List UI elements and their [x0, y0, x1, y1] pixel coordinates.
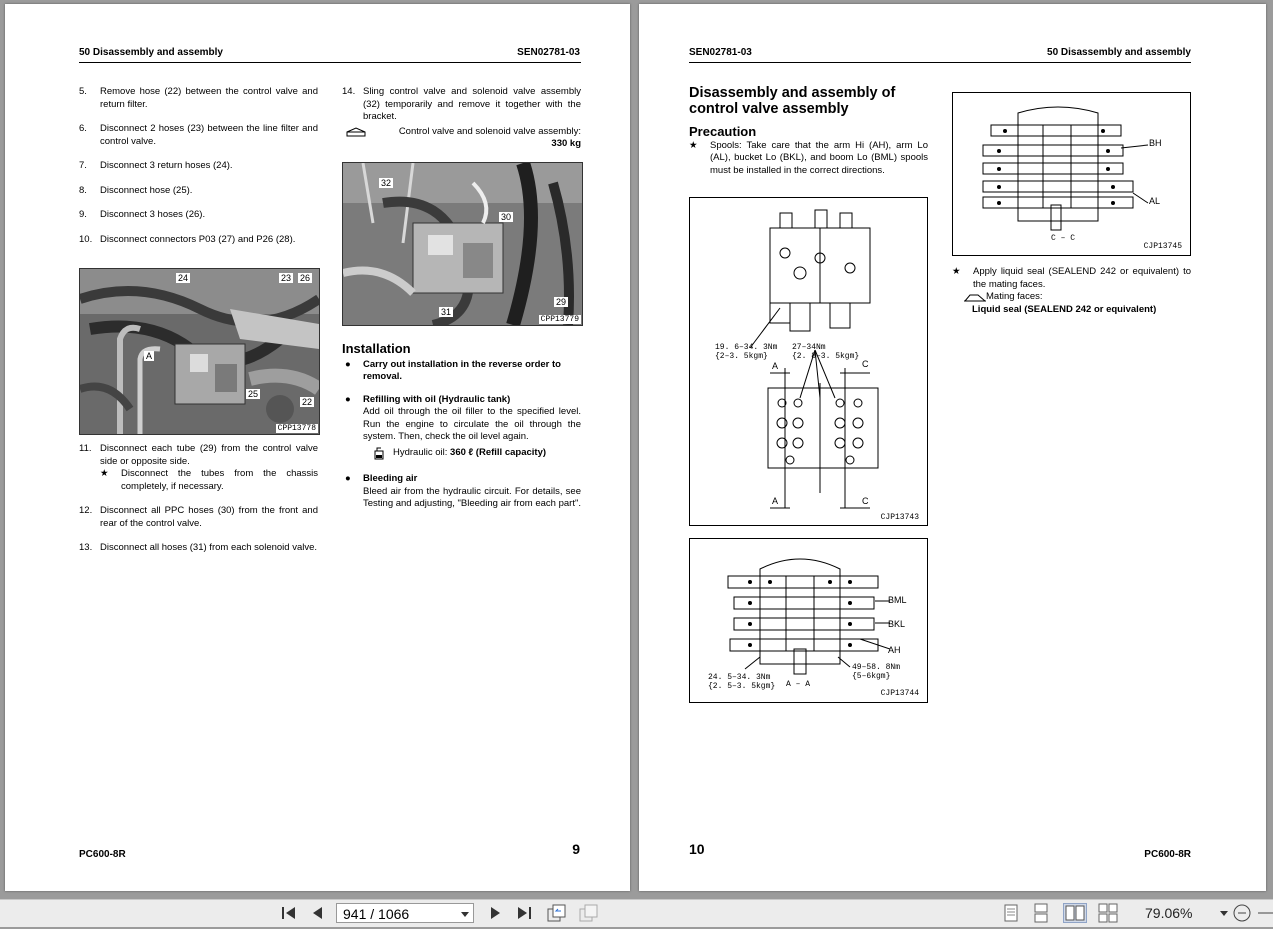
page-number: 9	[572, 841, 580, 857]
torque-1-value: 24. 5–34. 3Nm	[708, 673, 771, 682]
star-icon: ★	[100, 468, 109, 479]
step-10: 10. Disconnect connectors P03 (27) and P26 (28).	[79, 233, 296, 245]
figure-valve-assembly	[689, 197, 928, 526]
step-12: 12. Disconnect all PPC hoses (30) from the front and rear of the control valve.	[79, 505, 318, 529]
zoom-slider-track	[1256, 903, 1273, 923]
callout-23: 23	[281, 273, 292, 283]
callout-a: A	[146, 351, 153, 361]
callout-30: 30	[501, 212, 512, 222]
callout-29: 29	[556, 297, 567, 307]
torque-1-kgm: {2. 5–3. 5kgm}	[708, 682, 776, 691]
torque-2-value: 49–58. 8Nm	[852, 663, 901, 672]
seal-instruction: ★ Apply liquid seal (SEALEND 242 or equivalent) to the mating faces.	[952, 266, 1191, 290]
go-forward-button[interactable]	[578, 903, 600, 923]
callout-32: 32	[381, 178, 392, 188]
first-page-button[interactable]	[280, 903, 298, 923]
photo-code: CPP13779	[540, 315, 579, 324]
footer-model: PC600-8R	[79, 849, 126, 860]
figure-section-c-c	[952, 92, 1191, 256]
weight-spec: Control valve and solenoid valve assembly: 330 kg	[342, 126, 581, 151]
precaution-note: ★ Spools: Take care that the arm Hi (AH), arm Lo (AL), bucket Lo (BKL), and boom Lo (BML) spools must be installed in the correct directions.	[689, 139, 928, 176]
right-column	[342, 86, 581, 151]
install-item-2: ● Refilling with oil (Hydraulic tank) Add oil through the oil filler to the specified level. Run the engine to circulate the oil through the system. Then, check the oil level again. Hydraulic oil: 360 ℓ (Refill capacity)	[345, 393, 581, 458]
figure-section-a-a	[689, 538, 928, 703]
section-label: A – A	[786, 680, 811, 689]
zoom-level[interactable]: 79.06%	[1145, 905, 1193, 921]
callout-31: 31	[441, 307, 452, 317]
step-9: 9. Disconnect 3 hoses (26).	[79, 209, 206, 220]
step-13: 13. Disconnect all hoses (31) from each solenoid valve.	[79, 542, 318, 553]
precaution-column	[689, 85, 928, 177]
photo-illustration	[80, 269, 319, 434]
chevron-down-icon	[1219, 903, 1229, 923]
header-rule	[79, 62, 581, 63]
viewer-toolbar	[0, 899, 1273, 927]
go-back-button[interactable]	[546, 903, 568, 923]
chevron-down-icon[interactable]	[461, 912, 469, 917]
torque-2-value: 27–34Nm	[792, 343, 826, 352]
callout-26: 26	[300, 273, 311, 283]
continuous-page-icon	[1033, 903, 1049, 923]
zoom-slider[interactable]	[1256, 903, 1273, 923]
torque-2-kgm: {2. 8–3. 5kgm}	[792, 352, 860, 361]
weight-icon	[346, 127, 366, 137]
header-section-title: 50 Disassembly and assembly	[1047, 47, 1191, 58]
label-bkl: BKL	[888, 619, 906, 629]
next-page-icon	[487, 903, 503, 923]
step-8: 8. Disconnect hose (25).	[79, 184, 193, 196]
previous-page-button[interactable]	[310, 903, 326, 923]
single-page-view-button[interactable]	[1003, 903, 1019, 923]
precaution-heading: Precaution	[689, 124, 757, 139]
figure-code: CJP13743	[880, 513, 919, 522]
step-5: 5. Remove hose (22) between the control valve and return filter.	[79, 86, 318, 110]
torque-1-value: 19. 6–34. 3Nm	[715, 343, 778, 352]
install-item-1: ● Carry out installation in the reverse order to removal.	[345, 358, 561, 382]
section-mark-c-top: C	[862, 359, 869, 369]
label-ah: AH	[888, 645, 901, 655]
page-number-input[interactable]: 941 / 1066	[336, 903, 474, 923]
single-page-icon	[1003, 903, 1019, 923]
figure-code: CJP13744	[880, 689, 919, 698]
continuous-facing-icon	[1097, 903, 1119, 923]
label-bh: BH	[1149, 138, 1162, 148]
seal-note	[952, 266, 1191, 316]
continuous-facing-view-button[interactable]	[1097, 903, 1119, 923]
go-forward-icon	[578, 903, 600, 923]
torque-2-kgm: {5–6kgm}	[852, 672, 891, 681]
figure-code: CJP13745	[1143, 242, 1182, 251]
header-doc-code: SEN02781-03	[689, 47, 752, 58]
zoom-out-icon	[1232, 903, 1252, 923]
seal-spec: Mating faces: Liquid seal (SEALEND 242 or equivalent)	[952, 291, 1191, 316]
step-7: 7. Disconnect 3 return hoses (24).	[79, 160, 233, 171]
header-doc-code: SEN02781-03	[517, 47, 580, 58]
star-icon: ★	[952, 266, 961, 277]
facing-view-button[interactable]	[1063, 903, 1087, 923]
next-page-button[interactable]	[487, 903, 503, 923]
page-number: 10	[689, 841, 705, 857]
step-6: 6. Disconnect 2 hoses (23) between the line filter and control valve.	[79, 123, 318, 147]
facing-pages-icon	[1064, 904, 1086, 922]
oil-spec: Hydraulic oil: 360 ℓ (Refill capacity)	[363, 447, 581, 460]
step-11: 11. Disconnect each tube (29) from the control valve side or opposite side. ★ Disconnect the tubes from the chassis completely, if necessary.	[79, 443, 318, 492]
sealant-icon	[964, 293, 986, 302]
callout-22: 22	[302, 397, 313, 407]
photo-control-valve-removal	[342, 162, 583, 326]
first-page-icon	[280, 903, 298, 923]
last-page-icon	[515, 903, 533, 923]
left-column-lower	[79, 443, 318, 567]
section-mark-c-bottom: C	[862, 496, 869, 506]
zoom-out-button[interactable]	[1232, 903, 1252, 923]
label-bml: BML	[888, 595, 907, 605]
install-item-3: ● Bleeding air Bleed air from the hydraulic circuit. For details, see Testing and adjusting, "Bleeding air from each part".	[345, 473, 581, 509]
footer-model: PC600-8R	[1144, 849, 1191, 860]
section-mark-a-bottom: A	[772, 496, 779, 506]
photo-code: CPP13778	[277, 424, 316, 433]
photo-control-valve-hoses	[79, 268, 320, 435]
last-page-button[interactable]	[515, 903, 533, 923]
torque-1-kgm: {2–3. 5kgm}	[715, 352, 768, 361]
left-column	[79, 86, 318, 258]
installation-heading: Installation	[342, 341, 411, 356]
label-al: AL	[1149, 196, 1161, 206]
header-rule	[689, 62, 1191, 63]
oil-can-icon	[373, 447, 385, 460]
section-mark-a-top: A	[772, 361, 779, 371]
star-icon: ★	[689, 139, 698, 151]
continuous-view-button[interactable]	[1033, 903, 1049, 923]
previous-page-icon	[310, 903, 326, 923]
callout-25: 25	[248, 389, 259, 399]
right-page	[639, 4, 1266, 891]
header-section-title: 50 Disassembly and assembly	[79, 47, 223, 58]
step-14: 14. Sling control valve and solenoid valve assembly (32) temporarily and remove it together with the bracket.	[342, 86, 581, 122]
page-title: Disassembly and assembly of control valve assembly	[689, 85, 896, 117]
valve-assembly-drawing	[690, 198, 927, 525]
section-label: C – C	[1051, 234, 1076, 243]
left-page	[5, 4, 630, 891]
section-c-c-drawing	[953, 93, 1190, 255]
step-11-note: ★ Disconnect the tubes from the chassis completely, if necessary.	[100, 468, 318, 492]
go-back-icon	[546, 903, 568, 923]
callout-24: 24	[178, 273, 189, 283]
installation-section	[342, 343, 581, 521]
zoom-dropdown[interactable]	[1219, 903, 1229, 923]
